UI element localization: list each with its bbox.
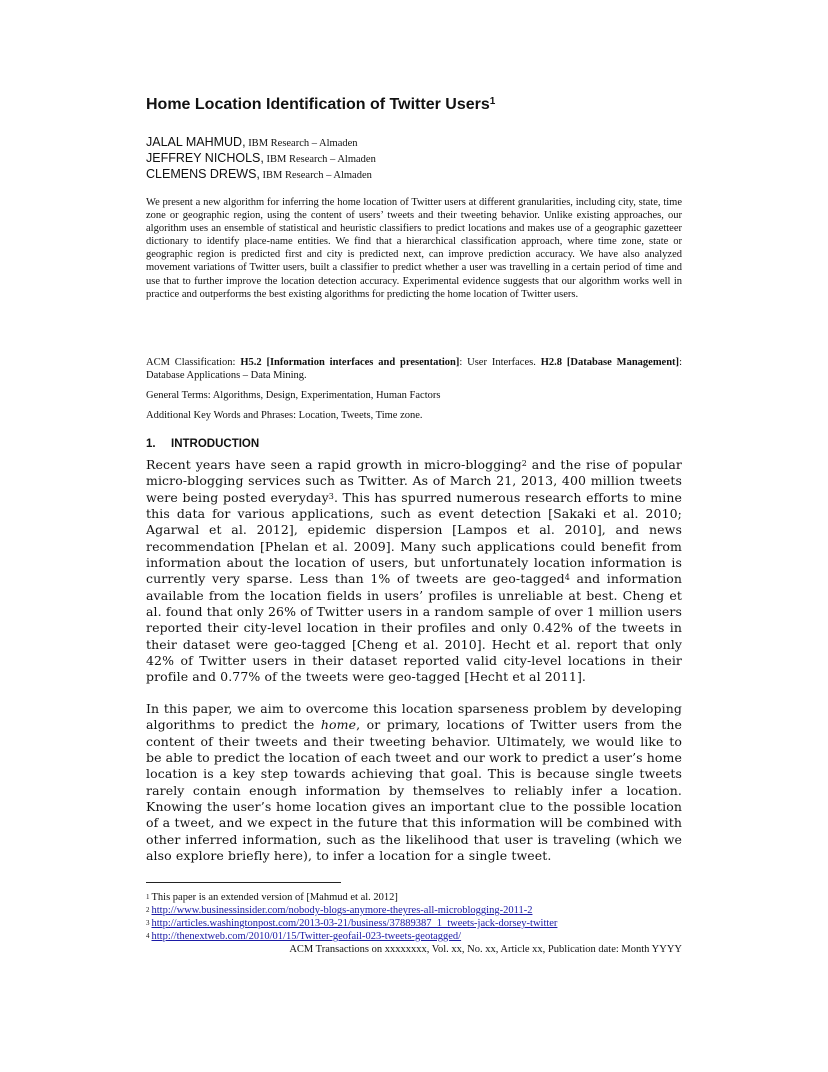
para2-emphasis: home	[320, 717, 357, 733]
footnote-marker: 1	[146, 893, 150, 901]
acm-code-h52: H5.2 [Information interfaces and presentation]	[240, 357, 460, 368]
author-entry	[146, 167, 682, 183]
footnote-ref-3: 3	[328, 491, 334, 501]
intro-paragraph-1	[146, 457, 682, 686]
acm-code-h28: H2.8 [Database Management]	[540, 357, 680, 368]
acm-text-h52: : User Interfaces.	[459, 357, 541, 368]
author-name: JALAL MAHMUD,	[146, 135, 246, 149]
section-title: INTRODUCTION	[171, 438, 260, 450]
acm-text-h28: : Database Applications – Data Mining.	[146, 357, 682, 382]
footnote-marker: 3	[146, 919, 150, 927]
key-words: Additional Key Words and Phrases: Location, Tweets, Time zone.	[146, 410, 423, 421]
para1-text-c: . This has spurred numerous research efforts to mine this data for various applications, such as event detection [Sakaki et al. 2010; Agarwal et al. 2012], epidemic dispersion [Lampos et al. 2010], and news recommendation [Phelan et al. 2009]. Many such applications could benefit from information about the location of users, but unfortunately location information is currently very sparse. Less than 1% of tweets are geo-tagged	[146, 489, 682, 587]
author-list	[146, 135, 682, 183]
abstract: We present a new algorithm for inferring the home location of Twitter users at different granularities, including city, state, time zone or geographic region, using the content of users’ tweets and their tweeting behavior. Unlike existing approaches, our algorithm uses an ensemble of statistical and heuristic classifiers to predict locations and makes use of a geographic gazetteer dictionary to identify place-name entities. We find that a hierarchical classification approach, where time zone, state or geographic region is predicted first and city is predicted next, can improve prediction accuracy. We have also analyzed movement variations of Twitter users, built a classifier to predict whether a user was travelling in a certain period of time and use that to further improve the location detection accuracy. Experimental evidence suggests that our algorithm works well in practice and outperforms the best existing algorithms for predicting the home location of Twitter users.	[146, 197, 682, 300]
section-heading	[146, 437, 682, 451]
footnote-divider	[146, 882, 341, 883]
para1-text-b: and the rise of popular micro-blogging services such as Twitter. As of March 21, 2013, 400 million tweets were being posted everyday	[146, 457, 682, 505]
para1-text-a: Recent years have seen a rapid growth in micro-blogging	[146, 457, 522, 472]
footnote-2	[146, 904, 682, 917]
acm-classification	[146, 356, 682, 382]
footnote-link[interactable]: http://www.businessinsider.com/nobody-blogs-anymore-theyres-all-microblogging-2011-2	[151, 905, 533, 916]
author-affiliation: IBM Research – Almaden	[245, 138, 358, 149]
author-entry	[146, 151, 682, 167]
title-footnote-marker: 1	[489, 96, 496, 107]
footnote-4	[146, 930, 682, 943]
footnote-link[interactable]: http://thenextweb.com/2010/01/15/Twitter-geofail-023-tweets-geotagged/	[151, 931, 462, 942]
footnote-3	[146, 917, 682, 930]
author-name: CLEMENS DREWS,	[146, 167, 260, 181]
footnotes	[146, 891, 682, 943]
para2-text-b: , or primary, locations of Twitter users from the content of their tweets and their tweeting behavior. Ultimately, we would like to be able to predict the location of each tweet and our work to predict a user’s home location is a key step towards achieving that goal. This is because single tweets rarely contain enough information by themselves to reliably infer a location. Knowing the user’s home location gives an important clue to the possible location of a tweet, and we expect in the future that this information will be combined with other inferred information, such as the likelihood that user is traveling (which we also explore briefly here), to infer a location for a single tweet.	[146, 717, 682, 864]
acm-label: ACM Classification:	[146, 357, 241, 368]
para2-text-a: In this paper, we aim to overcome this location sparseness problem by developing algorithms to predict the	[146, 701, 682, 733]
footnote-ref-2: 2	[521, 459, 527, 468]
footnote-text: This paper is an extended version of [Mahmud et al. 2012]	[151, 892, 398, 903]
running-footer: ACM Transactions on xxxxxxxx, Vol. xx, No. xx, Article xx, Publication date: Month YYYY	[289, 944, 682, 955]
para1-text-d: and information available from the location fields in users’ profiles is unreliable at best. Cheng et al. found that only 26% of Twitter users in a random sample of over 1 million users reported their city-level location in their profiles and only 0.42% of the tweets in their dataset were geo-tagged [Cheng et al. 2010]. Hecht et al. report that only 42% of Twitter users in their dataset reported valid city-level locations in their profile and 0.77% of the tweets were geo-tagged [Hecht et al 2011].	[146, 571, 682, 685]
footnote-link[interactable]: http://articles.washingtonpost.com/2013-03-21/business/37889387_1_tweets-jack-dorsey-twitter	[151, 918, 558, 929]
author-affiliation: IBM Research – Almaden	[263, 154, 376, 165]
footnote-1	[146, 891, 682, 904]
author-affiliation: IBM Research – Almaden	[259, 170, 372, 181]
footnote-marker: 4	[146, 932, 150, 940]
section-number: 1.	[146, 438, 156, 450]
general-terms: General Terms: Algorithms, Design, Experimentation, Human Factors	[146, 390, 441, 401]
author-entry	[146, 135, 682, 151]
intro-paragraph-2	[146, 701, 682, 864]
paper-title	[146, 95, 682, 115]
footnote-marker: 2	[146, 906, 150, 914]
footnote-ref-4: 4	[564, 573, 570, 583]
paper-title-text: Home Location Identification of Twitter Users	[146, 96, 490, 113]
author-name: JEFFREY NICHOLS,	[146, 151, 264, 165]
